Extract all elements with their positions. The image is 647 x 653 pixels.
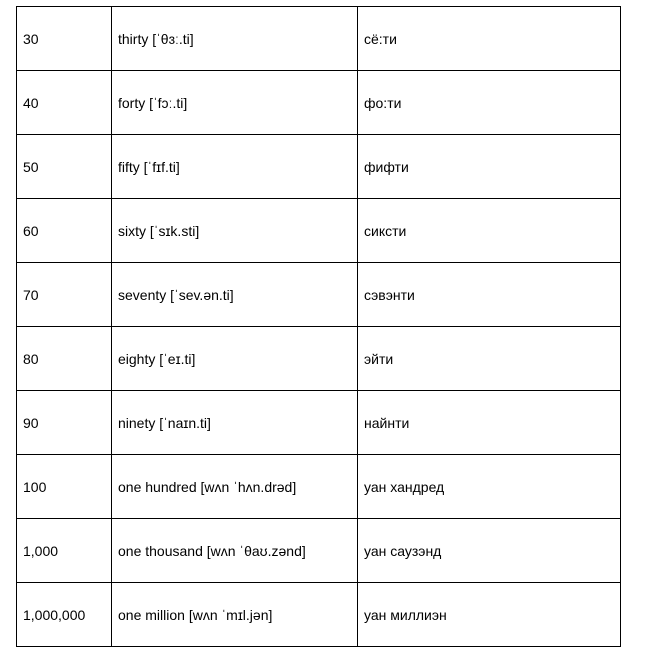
english-cell: one thousand [wʌn ˈθaʊ.zənd] xyxy=(112,519,358,583)
english-cell: sixty [ˈsɪk.sti] xyxy=(112,199,358,263)
numbers-table xyxy=(16,6,621,647)
number-cell: 1,000,000 xyxy=(17,583,112,647)
english-cell: seventy [ˈsev.ən.ti] xyxy=(112,263,358,327)
number-cell: 80 xyxy=(17,327,112,391)
russian-cell: уан саузэнд xyxy=(358,519,621,583)
number-cell: 1,000 xyxy=(17,519,112,583)
number-cell: 50 xyxy=(17,135,112,199)
table-row xyxy=(17,71,621,135)
table-row xyxy=(17,7,621,71)
english-cell: one million [wʌn ˈmɪl.jən] xyxy=(112,583,358,647)
table-row xyxy=(17,391,621,455)
russian-cell: фифти xyxy=(358,135,621,199)
number-cell: 40 xyxy=(17,71,112,135)
english-cell: ninety [ˈnaɪn.ti] xyxy=(112,391,358,455)
russian-cell: уан миллиэн xyxy=(358,583,621,647)
russian-cell: сэвэнти xyxy=(358,263,621,327)
table-row xyxy=(17,135,621,199)
english-cell: thirty [ˈθɜː.ti] xyxy=(112,7,358,71)
russian-cell: фо:ти xyxy=(358,71,621,135)
number-cell: 30 xyxy=(17,7,112,71)
russian-cell: эйти xyxy=(358,327,621,391)
russian-cell: уан хандред xyxy=(358,455,621,519)
russian-cell: сё:ти xyxy=(358,7,621,71)
english-cell: eighty [ˈeɪ.ti] xyxy=(112,327,358,391)
number-cell: 60 xyxy=(17,199,112,263)
number-cell: 90 xyxy=(17,391,112,455)
table-row xyxy=(17,583,621,647)
table-row xyxy=(17,263,621,327)
table-row xyxy=(17,519,621,583)
table-row xyxy=(17,327,621,391)
english-cell: fifty [ˈfɪf.ti] xyxy=(112,135,358,199)
number-cell: 70 xyxy=(17,263,112,327)
russian-cell: сиксти xyxy=(358,199,621,263)
table-row xyxy=(17,455,621,519)
russian-cell: найнти xyxy=(358,391,621,455)
table-row xyxy=(17,199,621,263)
number-cell: 100 xyxy=(17,455,112,519)
english-cell: one hundred [wʌn ˈhʌn.drəd] xyxy=(112,455,358,519)
english-cell: forty [ˈfɔː.ti] xyxy=(112,71,358,135)
